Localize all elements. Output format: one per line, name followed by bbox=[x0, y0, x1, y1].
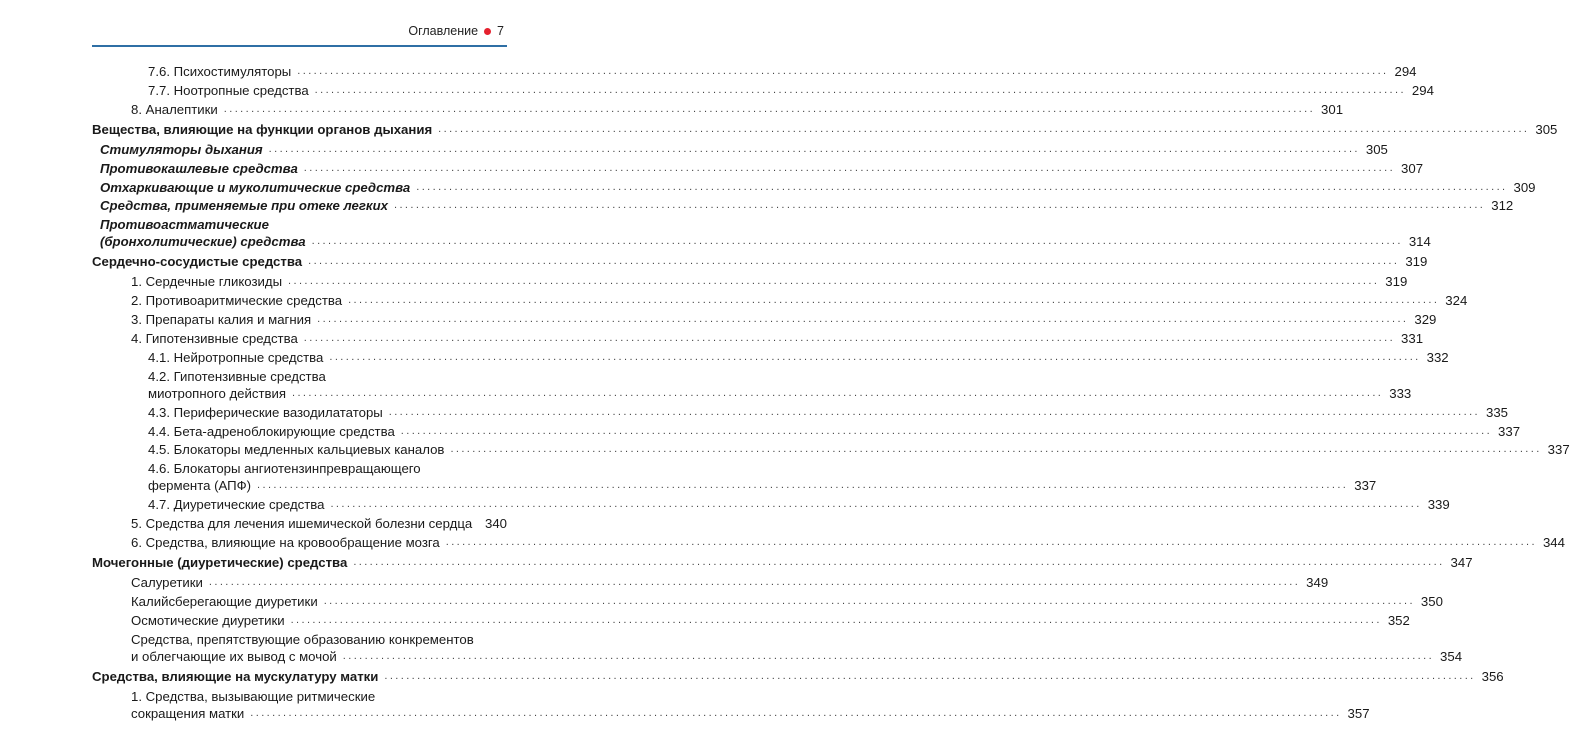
toc-entry[interactable] bbox=[92, 593, 1443, 610]
dot-leader: ........................................................................................................................................................................................................ bbox=[317, 313, 1409, 326]
toc-entry[interactable] bbox=[92, 515, 507, 532]
toc-entry[interactable] bbox=[92, 554, 1473, 571]
toc-entry[interactable] bbox=[92, 648, 1463, 665]
toc-entry-line bbox=[92, 460, 507, 477]
toc-entry-page: 339 bbox=[1427, 497, 1450, 513]
toc-entry-label: и облегчающие их вывод с мочой bbox=[131, 648, 337, 664]
toc-entry-page: 356 bbox=[1481, 668, 1504, 684]
dot-leader: ........................................................................................................................................................................................................ bbox=[329, 350, 1421, 363]
toc-entry-page: 357 bbox=[1347, 705, 1370, 721]
dot-leader: ........................................................................................................................................................................................................ bbox=[445, 536, 1537, 549]
toc-entry[interactable] bbox=[92, 101, 1344, 118]
table-of-contents bbox=[92, 63, 1570, 724]
toc-entry-page: 340 bbox=[484, 516, 507, 532]
section-title: Оглавление bbox=[408, 24, 479, 38]
toc-entry-label: 3. Препараты калия и магния bbox=[131, 312, 312, 328]
toc-entry-label: Средства, применяемые при отеке легких bbox=[100, 198, 389, 214]
toc-entry-page: 349 bbox=[1306, 575, 1329, 591]
dot-leader: ........................................................................................................................................................................................................ bbox=[288, 275, 1380, 288]
toc-entry[interactable] bbox=[92, 273, 1408, 290]
dot-leader: ........................................................................................................................................................................................................ bbox=[303, 332, 1396, 345]
dot-leader: ........................................................................................................................................................................................................ bbox=[314, 83, 1406, 96]
toc-entry[interactable] bbox=[92, 423, 1521, 440]
toc-entry[interactable] bbox=[92, 477, 1377, 494]
dot-leader bbox=[478, 515, 479, 532]
toc-entry-label: 5. Средства для лечения ишемической болезни сердца bbox=[131, 516, 473, 532]
toc-entry-page: 305 bbox=[1535, 121, 1558, 137]
toc-entry-label: 4.7. Диуретические средства bbox=[148, 497, 325, 513]
toc-entry-label: 6. Средства, влияющие на кровообращение мозга bbox=[131, 535, 440, 551]
toc-entry-page: 337 bbox=[1547, 442, 1570, 458]
toc-entry-label: 2. Противоаритмические средства bbox=[131, 293, 343, 309]
toc-entry-label: миотропного действия bbox=[148, 385, 287, 401]
toc-entry-page: 335 bbox=[1486, 404, 1509, 420]
toc-entry-label: 1. Сердечные гликозиды bbox=[131, 274, 283, 290]
dot-leader: ........................................................................................................................................................................................................ bbox=[450, 443, 1542, 456]
dot-leader: ........................................................................................................................................................................................................ bbox=[416, 180, 1508, 193]
toc-entry-page: 350 bbox=[1420, 593, 1443, 609]
toc-entry-line bbox=[92, 688, 507, 705]
dot-leader: ........................................................................................................................................................................................................ bbox=[400, 424, 1493, 437]
toc-entry[interactable] bbox=[92, 292, 1468, 309]
toc-entry-label: 4.1. Нейротропные средства bbox=[148, 349, 324, 365]
toc-entry-page: 305 bbox=[1365, 141, 1388, 157]
toc-entry[interactable] bbox=[92, 330, 1424, 347]
dot-leader: ........................................................................................................................................................................................................ bbox=[292, 386, 1384, 399]
toc-entry[interactable] bbox=[92, 141, 1388, 158]
toc-entry-page: 294 bbox=[1394, 64, 1417, 79]
toc-entry-label: 4. Гипотензивные средства bbox=[131, 331, 298, 347]
toc-entry-page: 329 bbox=[1414, 312, 1437, 328]
toc-entry-page: 332 bbox=[1426, 349, 1449, 365]
toc-entry-label: Сердечно-сосудистые средства bbox=[92, 254, 303, 270]
toc-entry-page: 337 bbox=[1354, 478, 1377, 494]
toc-entry[interactable] bbox=[92, 668, 1504, 685]
toc-entry-label: Отхаркивающие и муколитические средства bbox=[100, 179, 411, 195]
toc-entry-label: Мочегонные (диуретические) средства bbox=[92, 555, 348, 571]
toc-entry[interactable] bbox=[92, 496, 1450, 513]
toc-entry-page: 312 bbox=[1491, 198, 1514, 214]
toc-entry-label: сокращения матки bbox=[131, 705, 245, 721]
toc-entry-label: 7.6. Психостимуляторы bbox=[148, 64, 292, 79]
running-header bbox=[408, 24, 504, 38]
dot-leader: ........................................................................................................................................................................................................ bbox=[290, 613, 1382, 626]
toc-entry-label: Противокашлевые средства bbox=[100, 160, 298, 176]
dot-leader: ........................................................................................................................................................................................................ bbox=[384, 669, 1476, 682]
dot-leader: ........................................................................................................................................................................................................ bbox=[308, 255, 1400, 268]
dot-leader: ........................................................................................................................................................................................................ bbox=[250, 706, 1342, 719]
page-number: 7 bbox=[497, 24, 504, 38]
toc-entry[interactable] bbox=[92, 311, 1437, 328]
toc-entry-line bbox=[92, 631, 507, 648]
dot-leader: ........................................................................................................................................................................................................ bbox=[388, 405, 1480, 418]
dot-leader: ........................................................................................................................................................................................................ bbox=[311, 235, 1403, 248]
toc-entry[interactable] bbox=[92, 160, 1424, 177]
toc-entry-page: 319 bbox=[1405, 254, 1428, 270]
toc-entry[interactable] bbox=[92, 349, 1449, 366]
toc-entry-page: 307 bbox=[1401, 160, 1424, 176]
toc-entry-line bbox=[92, 216, 507, 233]
toc-entry-page: 333 bbox=[1389, 385, 1412, 401]
dot-leader: ........................................................................................................................................................................................................ bbox=[348, 294, 1440, 307]
toc-entry-label: 8. Аналептики bbox=[131, 101, 218, 117]
toc-entry-label: (бронхолитические) средства bbox=[100, 234, 306, 250]
dot-leader: ........................................................................................................................................................................................................ bbox=[394, 199, 1486, 212]
dot-leader: ........................................................................................................................................................................................................ bbox=[303, 161, 1396, 174]
toc-entry-page: 301 bbox=[1321, 101, 1344, 117]
toc-entry-label: Вещества, влияющие на функции органов дыхания bbox=[92, 121, 433, 137]
dot-leader: ........................................................................................................................................................................................................ bbox=[257, 479, 1349, 492]
toc-entry[interactable] bbox=[92, 385, 1412, 402]
toc-entry[interactable] bbox=[92, 197, 1514, 214]
toc-entry[interactable] bbox=[92, 404, 1509, 421]
toc-entry-label: 4.5. Блокаторы медленных кальциевых каналов bbox=[148, 442, 445, 458]
dot-leader: ........................................................................................................................................................................................................ bbox=[438, 122, 1530, 135]
dot-leader: ........................................................................................................................................................................................................ bbox=[297, 65, 1389, 77]
dot-leader: ........................................................................................................................................................................................................ bbox=[330, 498, 1422, 511]
toc-entry-page: 354 bbox=[1440, 648, 1463, 664]
toc-entry-page: 309 bbox=[1513, 179, 1536, 195]
toc-entry-label: 1. Средства, вызывающие ритмические bbox=[131, 688, 376, 704]
toc-entry[interactable] bbox=[92, 82, 1434, 99]
toc-entry[interactable] bbox=[92, 441, 1570, 458]
toc-entry-page: 344 bbox=[1542, 535, 1565, 551]
toc-entry-label: 4.3. Периферические вазодилататоры bbox=[148, 404, 383, 420]
toc-entry-label: Противоастматические bbox=[100, 217, 269, 233]
dot-leader: ........................................................................................................................................................................................................ bbox=[342, 649, 1435, 662]
toc-entry-page: 294 bbox=[1411, 82, 1434, 98]
toc-entry[interactable] bbox=[92, 63, 1417, 80]
toc-entry-label: 7.7. Ноотропные средства bbox=[148, 82, 309, 98]
dot-leader: ........................................................................................................................................................................................................ bbox=[223, 102, 1316, 115]
toc-entry[interactable] bbox=[92, 121, 1558, 138]
toc-entry-page: 347 bbox=[1450, 555, 1473, 571]
dot-leader: ........................................................................................................................................................................................................ bbox=[353, 556, 1445, 569]
toc-entry-label: Калийсберегающие диуретики bbox=[131, 593, 318, 609]
toc-entry-page: 319 bbox=[1385, 274, 1408, 290]
toc-entry-line bbox=[92, 368, 507, 385]
header-rule bbox=[92, 45, 507, 47]
toc-entry-label: Осмотические диуретики bbox=[131, 612, 285, 628]
toc-entry-label: 4.4. Бета-адреноблокирующие средства bbox=[148, 423, 395, 439]
toc-entry[interactable] bbox=[92, 179, 1536, 196]
toc-entry[interactable] bbox=[92, 612, 1410, 629]
toc-entry-label: Средства, влияющие на мускулатуру матки bbox=[92, 668, 379, 684]
toc-entry[interactable] bbox=[92, 574, 1329, 591]
toc-entry-page: 324 bbox=[1445, 293, 1468, 309]
toc-entry[interactable] bbox=[92, 253, 1428, 270]
bullet-dot-icon bbox=[484, 28, 491, 35]
dot-leader: ........................................................................................................................................................................................................ bbox=[208, 576, 1301, 589]
toc-entry-label: Стимуляторы дыхания bbox=[100, 141, 263, 157]
toc-entry[interactable] bbox=[92, 534, 1565, 551]
toc-entry[interactable] bbox=[92, 233, 1431, 250]
toc-entry-page: 314 bbox=[1408, 234, 1431, 250]
toc-entry-label: 4.2. Гипотензивные средства bbox=[148, 368, 326, 384]
toc-entry-page: 337 bbox=[1498, 423, 1521, 439]
toc-entry-page: 331 bbox=[1401, 331, 1424, 347]
toc-entry-label: Средства, препятствующие образованию конкрементов bbox=[131, 631, 474, 647]
dot-leader: ........................................................................................................................................................................................................ bbox=[268, 142, 1360, 155]
toc-entry-label: 4.6. Блокаторы ангиотензинпревращающего bbox=[148, 461, 421, 477]
dot-leader: ........................................................................................................................................................................................................ bbox=[323, 594, 1415, 607]
toc-entry-label: Салуретики bbox=[131, 575, 203, 591]
toc-entry-page: 352 bbox=[1387, 612, 1410, 628]
toc-entry[interactable] bbox=[92, 705, 1370, 722]
toc-entry-label: фермента (АПФ) bbox=[148, 478, 252, 494]
